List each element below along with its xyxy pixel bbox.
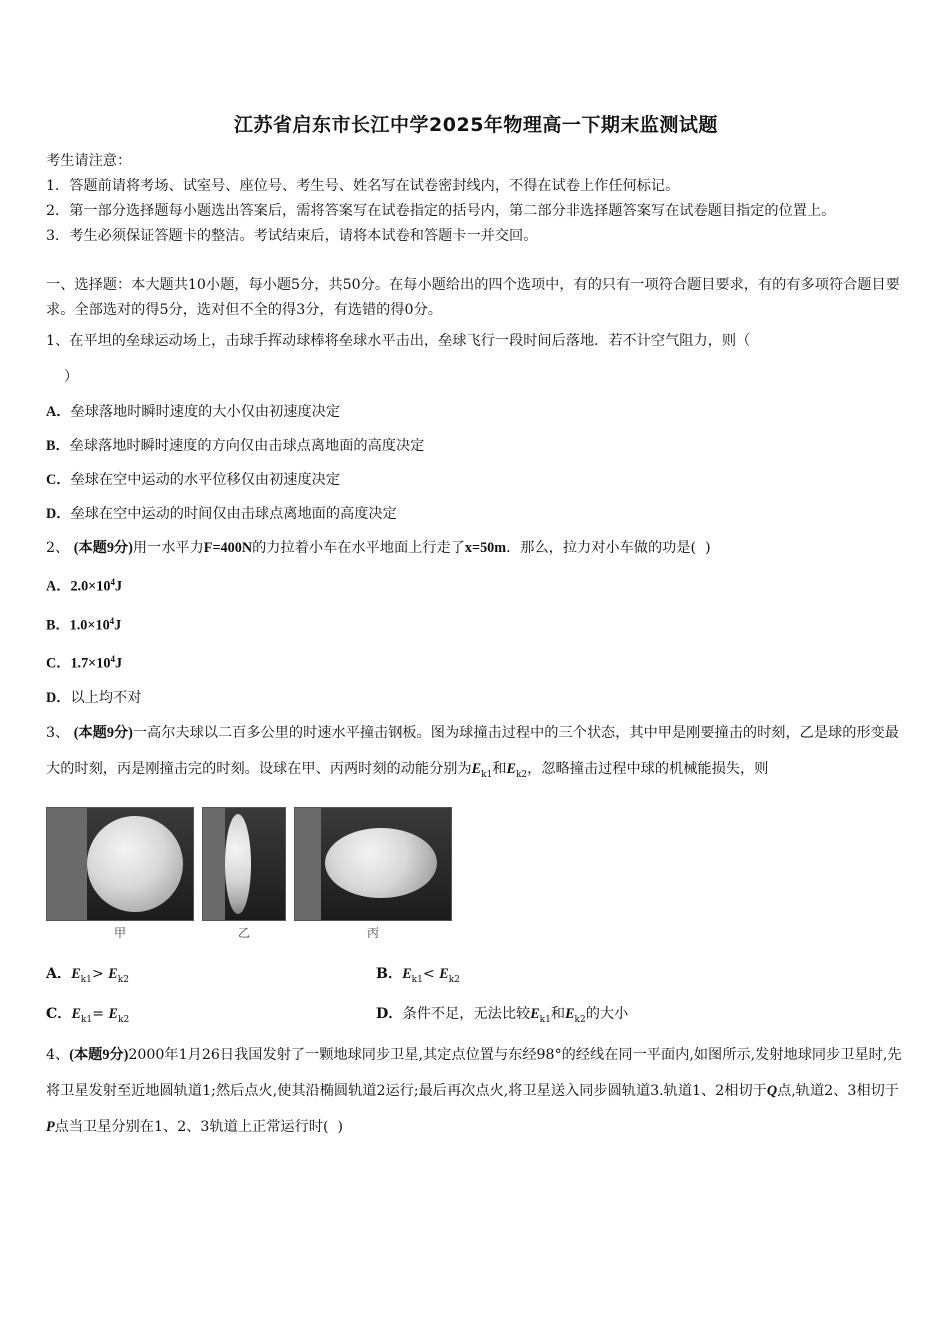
- page-title: 江苏省启东市长江中学2025年物理高一下期末监测试题: [234, 114, 718, 136]
- caption-bing: 丙: [366, 926, 379, 941]
- question-1-option-b: B．垒球落地时瞬时速度的方向仅由击球点离地面的高度决定: [46, 438, 425, 454]
- section-1-instructions: 一、选择题：本大题共10小题，每小题5分，共50分。在每小题给出的四个选项中，有的只有一项符合题目要求，有的有多项符合题目要求。全部选对的得5分，选对但不全的得3分，有选错的得0分。: [46, 277, 900, 318]
- figure-jia: [46, 807, 194, 957]
- figure-bing: [294, 807, 452, 957]
- question-3-option-c: C．$E_{k1}= E_{k2}$: [46, 1005, 130, 1025]
- question-1-stem-end: ）: [64, 369, 79, 385]
- question-3-options-row-2: [46, 997, 906, 1037]
- question-3-stem: 3、 (本题9分)一高尔夫球以二百多公里的时速水平撞击钢板。图为球撞击过程中的三个状态，其中甲是刚要撞击的时刻，乙是球的形变最大的时刻，丙是刚撞击完的时刻。设球在甲、丙两时刻的动能分别为$E_{k1}$和$E_{k2}$，忽略撞击过程中球的机械能损失，则: [46, 725, 899, 781]
- caption-yi: 乙: [237, 926, 250, 941]
- golf-ball-yi: [225, 814, 251, 914]
- question-1-option-a: A．垒球落地时瞬时速度的大小仅由初速度决定: [46, 404, 341, 420]
- exam-page: [46, 110, 906, 1145]
- question-3-options-row-1: [46, 957, 906, 997]
- photo-yi: [202, 807, 286, 921]
- question-2-stem: 2、 (本题9分)用一水平力F=400N的力拉着小车在水平地面上行走了x=50m．那么，拉力对小车做的功是( ): [46, 540, 711, 556]
- notice-item-2: 2．第一部分选择题每小题选出答案后，需将答案写在试卷指定的括号内，第二部分非选择题答案写在试卷题目指定的位置上。: [46, 203, 836, 219]
- question-3-option-a: A．$E_{k1}> E_{k2}$: [46, 966, 129, 985]
- question-1-option-d: D．垒球在空中运动的时间仅由击球点离地面的高度决定: [46, 506, 397, 522]
- question-2-option-a: A．$2.0\times 10^4J$: [46, 577, 123, 595]
- figure-yi: [202, 807, 286, 957]
- question-2-option-b: B．$1.0\times 10^4J$: [46, 615, 122, 634]
- question-2-option-c: C．$1.7\times 10^4J$: [46, 654, 123, 673]
- question-4-stem: 4、(本题9分)2000年1月26日我国发射了一颗地球同步卫星,其定点位置与东经98°的经线在同一平面内,如图所示,发射地球同步卫星时,先将卫星发射至近地圆轨道1;然后点火,使其沿椭圆轨道2运行;最后再次点火,将卫星送入同步圆轨道3.轨道1、2相切于Q点,轨道2、3相切于P点当卫星分别在1、2、3轨道上正常运行时( ): [46, 1046, 902, 1135]
- golf-ball-jia: [87, 816, 183, 912]
- caption-jia: 甲: [113, 926, 126, 941]
- notice-item-3: 3．考生必须保证答题卡的整洁。考试结束后，请将本试卷和答题卡一并交回。: [46, 228, 538, 244]
- golf-ball-figure: [46, 807, 906, 957]
- question-3-option-d: D．条件不足，无法比较$E_{k1}$和$E_{k2}$的大小: [376, 1005, 629, 1025]
- question-1-option-c: C．垒球在空中运动的水平位移仅由初速度决定: [46, 472, 341, 488]
- notice-heading: 考生请注意：: [46, 153, 132, 169]
- question-2-option-d: D．以上均不对: [46, 690, 142, 707]
- golf-ball-bing: [325, 828, 437, 898]
- question-1-stem: 1、在平坦的垒球运动场上，击球手挥动球棒将垒球水平击出，垒球飞行一段时间后落地．若不计空气阻力，则（: [46, 333, 751, 349]
- notice-item-1: 1．答题前请将考场、试室号、座位号、考生号、姓名写在试卷密封线内，不得在试卷上作任何标记。: [46, 178, 680, 194]
- photo-bing: [294, 807, 452, 921]
- question-3-option-b: B．$E_{k1}< E_{k2}$: [376, 966, 460, 985]
- photo-jia: [46, 807, 194, 921]
